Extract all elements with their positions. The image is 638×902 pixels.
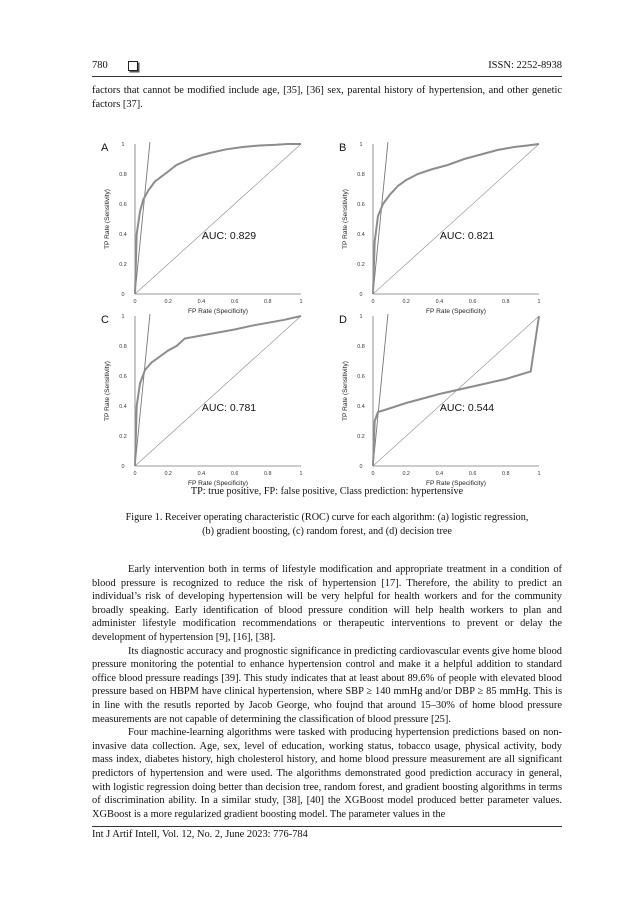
y-tick-label: 0.2 — [119, 262, 127, 268]
x-axis-label: FP Rate (Specificity) — [188, 480, 248, 487]
y-axis-label: TP Rate (Sensitivity) — [342, 361, 349, 421]
panel-label: D — [339, 314, 347, 326]
x-tick-label: 0.2 — [164, 299, 172, 305]
page-number: 780 — [92, 60, 108, 71]
y-tick-label: 0.8 — [357, 344, 365, 350]
x-tick-label: 0.6 — [468, 299, 477, 305]
body-paragraph: Four machine-learning algorithms were tasked with producing hypertension predictions based on non-invasive data collection. Age, sex, level of education, working status, tobacco usage, physical activity, body mass index, diabetes history, high cholesterol history, and home blood pressure measurement are all significant predictors of hypertension and were used. The algorithms demonstrated good prediction accuracy in general, with logistic regression doing better than decision tree, random forest, and gradient boosting algorithms in terms of discrimination ability. In a similar study, [38], [40] the XGBoost model produced better parameter values. XGBoost is a more regularized gradient boosting model. The parameter values in the — [92, 727, 562, 820]
auc-annotation: AUC: 0.821 — [439, 230, 495, 242]
x-axis-label: FP Rate (Specificity) — [426, 480, 486, 487]
y-tick-label: 0 — [359, 292, 363, 298]
x-tick-label: 0.6 — [230, 471, 239, 477]
caption-line-1: Figure 1. Receiver operating characteristic (ROC) curve for each algorithm: (a) logistic regression, — [125, 512, 529, 523]
diagonal-reference-line — [373, 144, 539, 294]
diagonal-reference-line — [135, 316, 301, 466]
roc-panel-a — [101, 142, 303, 315]
footer-citation: Int J Artif Intell, Vol. 12, No. 2, June 2023: 776-784 — [92, 829, 308, 840]
auc-annotation: AUC: 0.544 — [439, 402, 495, 414]
y-tick-label: 0.4 — [119, 404, 127, 410]
roc-figure — [92, 128, 562, 520]
y-tick-label: 0.8 — [119, 344, 127, 350]
roc-panel-d — [339, 314, 541, 487]
caption-line-2: (b) gradient boosting, (c) random forest, and (d) decision tree — [202, 525, 452, 537]
auc-annotation: AUC: 0.829 — [201, 230, 257, 242]
x-tick-label: 1 — [299, 299, 303, 305]
x-tick-label: 0 — [133, 299, 137, 305]
x-tick-label: 0.2 — [402, 299, 410, 305]
panel-label: B — [339, 142, 347, 154]
x-tick-label: 0.2 — [402, 471, 410, 477]
issn: ISSN: 2252-8938 — [488, 60, 562, 71]
y-tick-label: 0.4 — [357, 404, 365, 410]
x-tick-label: 0 — [371, 471, 375, 477]
x-tick-label: 0.8 — [502, 299, 510, 305]
roc-panel-c — [101, 314, 303, 487]
header-rule — [92, 76, 562, 77]
x-tick-label: 0.2 — [164, 471, 172, 477]
x-tick-label: 0.6 — [468, 471, 477, 477]
y-tick-label: 0 — [359, 464, 363, 470]
figure-note: TP: true positive, FP: false positive, Class prediction: hypertensive — [190, 486, 464, 497]
checkbox-glyph-icon — [128, 61, 138, 71]
diagonal-reference-line — [135, 144, 301, 294]
body-text — [92, 563, 562, 821]
y-tick-label: 0.8 — [119, 172, 127, 178]
body-paragraph: Early intervention both in terms of lifestyle modification and appropriate treatment in a condition of blood pressure is recognized to reduce the risk of hypertension [17]. Therefore, the ability to predict an individual’s risk of developing hypertension will be very helpful for health workers and for the community broadly speaking. Early identification of blood pressure condition will help health workers to plan and administer lifestyle modification recommendations or therapeutic interventions to prevent or delay the development of hypertension [9], [16], [38]. — [92, 564, 562, 643]
y-tick-label: 0.4 — [119, 232, 127, 238]
y-axis-label: TP Rate (Sensitivity) — [104, 189, 111, 249]
y-tick-label: 0 — [121, 464, 125, 470]
y-tick-label: 0.6 — [357, 202, 365, 208]
x-axis-label: FP Rate (Specificity) — [188, 308, 248, 315]
y-tick-label: 1 — [121, 142, 125, 148]
y-tick-label: 1 — [359, 314, 363, 320]
y-tick-label: 0.2 — [357, 262, 365, 268]
x-tick-label: 0.4 — [435, 299, 444, 305]
x-tick-label: 0 — [133, 471, 137, 477]
x-tick-label: 0.8 — [502, 471, 510, 477]
x-tick-label: 0.4 — [197, 299, 206, 305]
y-tick-label: 0.4 — [357, 232, 365, 238]
steep-reference-line — [373, 314, 388, 466]
figure-caption — [92, 511, 562, 538]
y-tick-label: 0 — [121, 292, 125, 298]
intro-paragraph: factors that cannot be modified include age, [35], [36] sex, parental history of hypertension, and other genetic factors [37]. — [92, 85, 562, 110]
y-tick-label: 1 — [121, 314, 125, 320]
y-tick-label: 0.2 — [357, 434, 365, 440]
y-axis-label: TP Rate (Sensitivity) — [104, 361, 111, 421]
footer-rule — [92, 826, 562, 827]
roc-figure-svg — [92, 128, 562, 488]
y-tick-label: 0.6 — [119, 202, 127, 208]
y-tick-label: 0.2 — [119, 434, 127, 440]
body-paragraph: Its diagnostic accuracy and prognostic significance in predicting cardiovascular events give home blood pressure monitoring the potential to enhance hypertension control and make it a helpful addition to standard office blood pressure readings [39]. This study indicates that at least about 89.6% of people with elevated blood pressure based on HBPM have clinical hypertension, where SBP ≥ 140 mmHg and/or DBP ≥ 85 mmHg. This is in line with the resutls reported by Jacob George, who foujnd that around 15–30% of home blood pressure measurements are not capable of determining the classification of blood pressure [25]. — [92, 645, 562, 725]
y-tick-label: 1 — [359, 142, 363, 148]
steep-reference-line — [135, 314, 150, 466]
panel-label: C — [101, 314, 109, 326]
x-tick-label: 0 — [371, 299, 375, 305]
y-axis-label: TP Rate (Sensitivity) — [342, 189, 349, 249]
x-tick-label: 0.4 — [197, 471, 206, 477]
x-tick-label: 1 — [299, 471, 303, 477]
y-tick-label: 0.6 — [357, 374, 365, 380]
y-tick-label: 0.6 — [119, 374, 127, 380]
x-axis-label: FP Rate (Specificity) — [426, 308, 486, 315]
x-tick-label: 0.8 — [264, 471, 272, 477]
panel-label: A — [101, 142, 109, 154]
auc-annotation: AUC: 0.781 — [201, 402, 257, 414]
x-tick-label: 0.4 — [435, 471, 444, 477]
x-tick-label: 0.8 — [264, 299, 272, 305]
x-tick-label: 1 — [537, 299, 541, 305]
steep-reference-line — [373, 142, 388, 294]
steep-reference-line — [135, 142, 150, 294]
x-tick-label: 1 — [537, 471, 541, 477]
x-tick-label: 0.6 — [230, 299, 239, 305]
roc-panel-b — [339, 142, 541, 315]
y-tick-label: 0.8 — [357, 172, 365, 178]
